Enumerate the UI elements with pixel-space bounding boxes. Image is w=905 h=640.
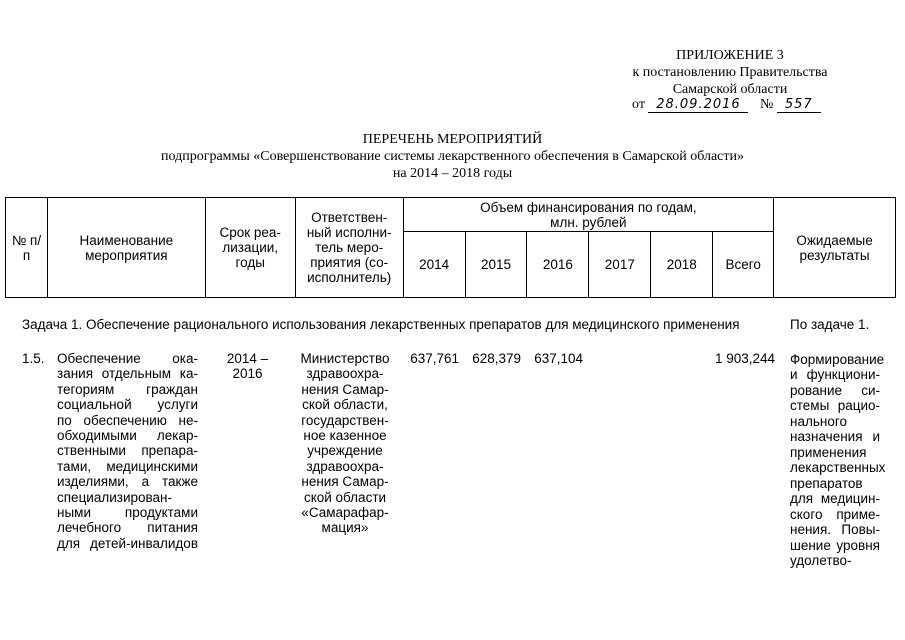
row-result-line: нального: [790, 413, 847, 429]
row-name-line: социальной услуги: [57, 397, 198, 413]
row-result-line: Формирование: [790, 351, 885, 367]
value-2016: 637,104: [534, 351, 583, 366]
row-responsible-line: ской области,: [302, 397, 388, 413]
row-results: [790, 336, 886, 569]
row-name-line: лечебного питания: [57, 520, 198, 536]
row-num: 1.5.: [22, 351, 45, 366]
task-result-label: По задаче 1.: [790, 317, 870, 332]
row-responsible-line: ное казенное: [303, 428, 387, 444]
row-name-line: для детей-инвалидов: [57, 535, 198, 551]
row-result-line: лекарственных: [790, 460, 886, 475]
row-responsible: [295, 351, 395, 536]
decree-date: 28.09.2016: [648, 97, 748, 113]
appendix-block: [620, 47, 840, 98]
date-prefix: от: [632, 97, 645, 112]
row-name-line: ными продуктами: [57, 505, 198, 521]
row-result-line: и функциони-: [790, 367, 880, 382]
header-num: № п/п: [6, 198, 48, 298]
value-2015: 628,379: [472, 351, 521, 366]
row-responsible-line: государствен-: [301, 412, 389, 428]
page-period: на 2014 – 2018 годы: [392, 166, 513, 181]
row-term: [210, 351, 285, 382]
row-name-line: Обеспечение ока-: [57, 351, 198, 366]
row-result-line: назначения и: [790, 429, 880, 444]
page-title: ПЕРЕЧЕНЬ МЕРОПРИЯТИЙ: [362, 132, 543, 147]
header-year: 2018: [651, 232, 713, 298]
row-responsible-line: здравоохра-: [306, 458, 384, 474]
row-name-line: специализирован-: [57, 489, 172, 505]
header-funding: Объем финансирования по годам, млн. рублей: [403, 198, 773, 232]
appendix-line2: Самарской области: [672, 82, 788, 97]
row-term-line: 2014 –: [226, 351, 269, 366]
appendix-title: ПРИЛОЖЕНИЕ 3: [676, 48, 784, 63]
row-result-line: для медицин-: [790, 491, 880, 506]
heading: [0, 131, 905, 182]
value-2014: 637,761: [410, 351, 459, 366]
row-term-line: 2016: [232, 366, 263, 382]
header-year: 2016: [527, 232, 589, 298]
row-name-line: по обеспечению не-: [57, 412, 198, 428]
row-name: [57, 351, 198, 551]
row-responsible-line: Министерство: [300, 351, 390, 366]
header-term: Срок реа-лизации, годы: [205, 198, 295, 298]
page-subtitle: подпрограммы «Совершенствование системы лекарственного обеспечения в Самарской области»: [161, 149, 744, 164]
row-name-line: изделиями, а также: [57, 474, 198, 490]
row-responsible-line: мация»: [321, 520, 369, 536]
row-result-line: ского приме-: [790, 506, 880, 522]
header-year: 2014: [403, 232, 465, 298]
row-result-line: применения: [790, 444, 867, 460]
row-responsible-line: здравоохра-: [306, 366, 384, 382]
header-year: 2017: [589, 232, 651, 298]
row-result-line: препаратов: [790, 475, 863, 491]
header-name: Наименование мероприятия: [47, 198, 205, 298]
table-header: [5, 197, 896, 298]
decree-line: [632, 97, 821, 113]
row-result-line: стемы рацио-: [790, 398, 880, 413]
row-name-line: обходимыми лекар-: [57, 428, 198, 444]
row-responsible-line: нения Самар-: [301, 474, 389, 490]
row-result-line: шение уровня: [790, 537, 880, 553]
row-result-line: удолетво-: [790, 553, 852, 568]
decree-number: 557: [777, 97, 821, 113]
header-year: 2015: [465, 232, 527, 298]
number-prefix: №: [759, 97, 774, 112]
appendix-line1: к постановлению Правительства: [632, 65, 828, 80]
row-name-line: ственными препара-: [57, 443, 198, 459]
row-name-line: зания отдельным ка-: [57, 366, 198, 382]
header-results: Ожидаемые результаты: [774, 198, 896, 298]
row-name-line: тами, медицинскими: [57, 458, 198, 474]
header-total: Всего: [713, 232, 774, 298]
task-title: Задача 1. Обеспечение рационального использования лекарственных препаратов для медицинского применения: [22, 317, 740, 332]
row-result-line: рование си-: [790, 382, 880, 398]
header-responsible: Ответствен-ный исполни-тель меро-приятия (со-исполнитель): [295, 198, 403, 298]
row-responsible-line: учреждение: [307, 443, 383, 459]
row-result-line: нения. Повы-: [790, 522, 880, 537]
row-responsible-line: нения Самар-: [301, 381, 389, 397]
row-responsible-line: «Самарафар-: [301, 505, 389, 521]
row-responsible-line: ской области: [303, 489, 387, 505]
row-name-line: тегориям граждан: [57, 381, 198, 397]
value-total: 1 903,244: [714, 351, 775, 366]
